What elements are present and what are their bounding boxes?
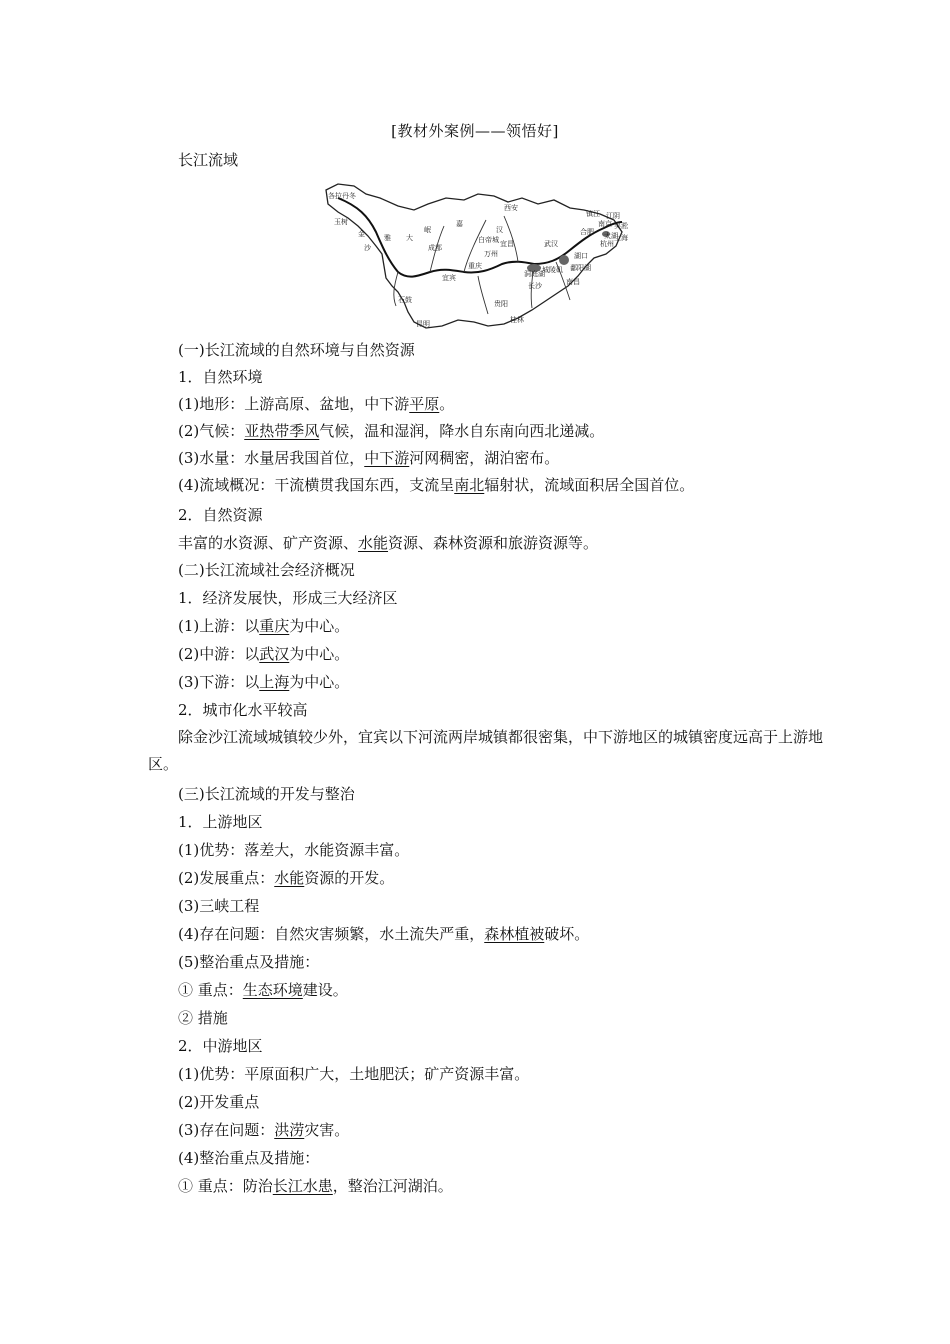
section-title: 长江流域 bbox=[178, 151, 239, 169]
map-label: 大 bbox=[406, 234, 413, 242]
subheading: 1．自然环境 bbox=[178, 368, 263, 386]
section-heading: (三)长江流域的开发与整治 bbox=[178, 785, 355, 803]
yangtze-basin-map bbox=[318, 176, 630, 336]
text-line: (2)中游：以武汉为中心。 bbox=[178, 645, 350, 663]
map-label: 上海 bbox=[614, 234, 628, 242]
map-label: 昆明 bbox=[416, 320, 430, 328]
map-label: 石鼓 bbox=[398, 296, 412, 304]
map-label: 吴淞 bbox=[614, 222, 628, 230]
text-line: (2)气候：亚热带季风气候，温和湿润，降水自东南向西北递减。 bbox=[178, 422, 605, 440]
text-line: (2)发展重点：水能资源的开发。 bbox=[178, 869, 395, 887]
subheading: 2．城市化水平较高 bbox=[178, 701, 308, 719]
paragraph: 除金沙江流域城镇较少外，宜宾以下河流两岸城镇都很密集，中下游地区的城镇密度远高于上游地区。 bbox=[148, 728, 824, 773]
text-line: (3)下游：以上海为中心。 bbox=[178, 673, 350, 691]
map-label: 成都 bbox=[428, 244, 442, 252]
text-line: (3)存在问题：洪涝灾害。 bbox=[178, 1121, 350, 1139]
map-label: 太湖 bbox=[604, 232, 618, 240]
map-label: 宜宾 bbox=[442, 274, 456, 282]
text-line: (1)优势：落差大，水能资源丰富。 bbox=[178, 841, 410, 859]
text-line: (5)整治重点及措施： bbox=[178, 953, 320, 971]
text-line: (1)上游：以重庆为中心。 bbox=[178, 617, 350, 635]
map-label: 桂林 bbox=[510, 316, 524, 324]
text-line: (4)整治重点及措施： bbox=[178, 1149, 320, 1167]
case-header: [教材外案例——领悟好] bbox=[391, 122, 559, 140]
text-line: 丰富的水资源、矿产资源、水能资源、森林资源和旅游资源等。 bbox=[178, 534, 599, 552]
subheading: 2．中游地区 bbox=[178, 1037, 263, 1055]
map-label: 镇江 bbox=[586, 210, 600, 218]
text-line: (4)存在问题：自然灾害频繁，水土流失严重，森林植被破坏。 bbox=[178, 925, 590, 943]
map-label: 长沙 bbox=[528, 282, 542, 290]
map-label: 金 bbox=[358, 230, 365, 238]
text-line: (4)流域概况：干流横贯我国东西，支流呈南北辐射状，流域面积居全国首位。 bbox=[178, 476, 695, 494]
map-label: 重庆 bbox=[468, 262, 482, 270]
map-label: 嘉 bbox=[456, 220, 463, 228]
section-heading: (一)长江流域的自然环境与自然资源 bbox=[178, 341, 415, 359]
map-label: 合肥 bbox=[580, 228, 594, 236]
map-label: 湖口 bbox=[574, 252, 588, 260]
map-label: 杭州 bbox=[600, 240, 614, 248]
map-label: 白帝城 bbox=[478, 236, 499, 244]
map-label: 江阴 bbox=[606, 212, 620, 220]
map-label: 沙 bbox=[364, 244, 371, 252]
subheading: 2．自然资源 bbox=[178, 506, 263, 524]
text-line: ② 措施 bbox=[178, 1009, 228, 1027]
text-line: (3)水量：水量居我国首位，中下游河网稠密，湖泊密布。 bbox=[178, 449, 560, 467]
subheading: 1．经济发展快，形成三大经济区 bbox=[178, 589, 398, 607]
map-label: 洞庭湖 bbox=[524, 270, 545, 278]
map-label: 鄱阳湖 bbox=[570, 264, 591, 272]
map-label: 万州 bbox=[484, 250, 498, 258]
map-label: 各拉丹冬 bbox=[328, 192, 356, 200]
map-label: 南昌 bbox=[566, 278, 580, 286]
map-label: 城陵矶 bbox=[542, 266, 563, 274]
text-line: (2)开发重点 bbox=[178, 1093, 260, 1111]
map-label: 玉树 bbox=[334, 218, 348, 226]
map-label: 武汉 bbox=[544, 240, 558, 248]
text-line: (1)优势：平原面积广大，土地肥沃；矿产资源丰富。 bbox=[178, 1065, 530, 1083]
text-line: (1)地形：上游高原、盆地，中下游平原。 bbox=[178, 395, 455, 413]
map-label: 南京 bbox=[598, 220, 612, 228]
text-line: (3)三峡工程 bbox=[178, 897, 260, 915]
section-heading: (二)长江流域社会经济概况 bbox=[178, 561, 355, 579]
map-label: 贵阳 bbox=[494, 300, 508, 308]
map-label: 岷 bbox=[424, 226, 431, 234]
subheading: 1．上游地区 bbox=[178, 813, 263, 831]
map-label: 西安 bbox=[504, 204, 518, 212]
map-label: 宜昌 bbox=[500, 240, 514, 248]
map-label: 雅 bbox=[384, 234, 391, 242]
text-line: ① 重点：生态环境建设。 bbox=[178, 981, 348, 999]
text-line: ① 重点：防治长江水患，整治江河湖泊。 bbox=[178, 1177, 453, 1195]
map-label: 汉 bbox=[496, 226, 503, 234]
